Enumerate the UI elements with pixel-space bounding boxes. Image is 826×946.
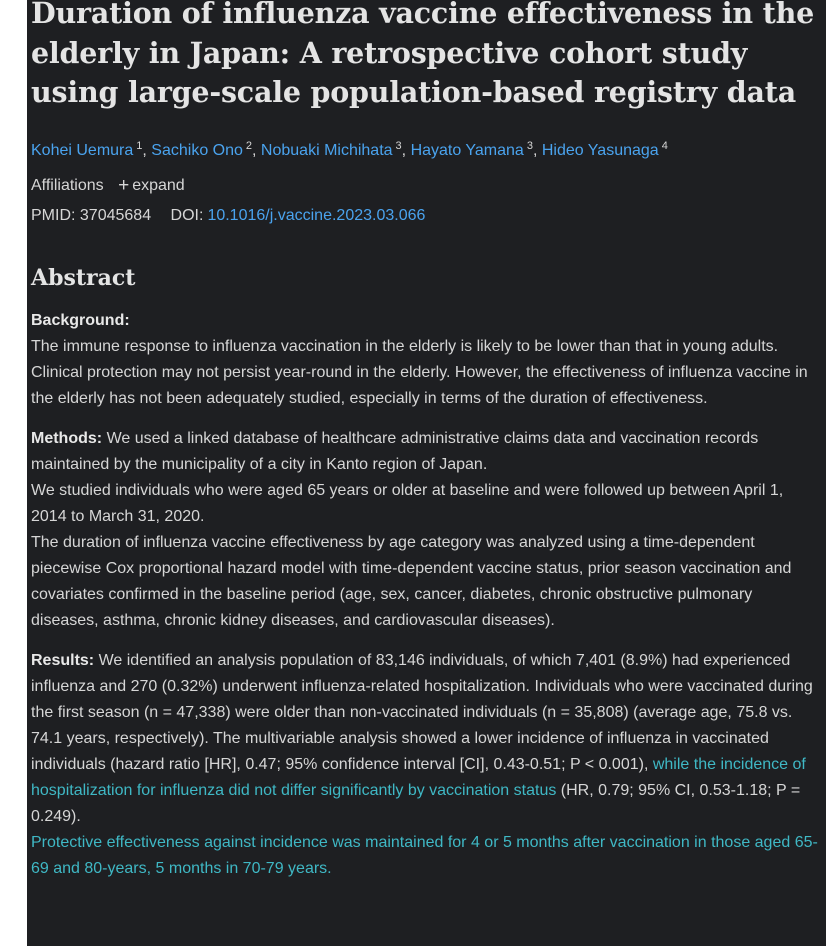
methods-label: Methods: xyxy=(31,430,103,447)
results-highlight: Protective effectiveness against incidence was maintained for 4 or 5 months after vaccination in those aged 65-69 and 80-years, 5 months in 70-79 years. xyxy=(31,834,818,877)
affiliations-label: Affiliations xyxy=(31,177,104,194)
article-page xyxy=(27,0,826,946)
author-link[interactable]: Nobuaki Michihata xyxy=(260,142,393,159)
methods-text: The duration of influenza vaccine effectiveness by age category was analyzed using a time-dependent piecewise Cox proportional hazard model with time-dependent vaccine status, prior season vaccination and covariates confirmed in the baseline period (age, sex, cancer, diabetes, chronic obstructive pulmonary diseases, asthma, chronic kidney diseases, and cardiovascular diseases). xyxy=(31,534,792,629)
author-separator: , xyxy=(532,142,542,159)
affiliation-number[interactable]: 2 xyxy=(245,140,253,152)
methods-text: We studied individuals who were aged 65 years or older at baseline and were followed up between April 1, 2014 to March 31, 2020. xyxy=(31,482,784,525)
affiliation-number[interactable]: 3 xyxy=(526,140,533,152)
expand-affiliations-button[interactable] xyxy=(118,177,185,194)
pmid-label: PMID: xyxy=(31,207,76,224)
article-title: Duration of influenza vaccine effectiveness in the elderly in Japan: A retrospective cohort study using large-scale population-based registry data xyxy=(31,0,815,109)
affiliations-row xyxy=(31,176,185,196)
doi-label: DOI: xyxy=(170,207,204,224)
abstract-heading: Abstract xyxy=(31,265,136,291)
identifiers-row xyxy=(31,206,425,226)
author-link[interactable]: Kohei Uemura xyxy=(31,142,134,159)
author-list xyxy=(31,135,668,162)
abstract-body xyxy=(31,308,823,882)
plus-icon: + xyxy=(118,175,130,196)
background-text: Clinical protection may not persist year-round in the elderly. However, the effectiveness of influenza vaccine in the elderly has not been adequately studied, especially in terms of the duration of effectiveness. xyxy=(31,364,808,407)
methods-text: We used a linked database of healthcare administrative claims data and vaccination records maintained by the municipality of a city in Kanto region of Japan. xyxy=(31,430,759,473)
results-highlight: while the incidence of hospitalization for influenza did not differ significantly by vaccination status xyxy=(31,756,806,799)
author-separator: , xyxy=(142,142,152,159)
author-separator: , xyxy=(401,142,411,159)
author-link[interactable]: Hayato Yamana xyxy=(410,142,524,159)
results-label: Results: xyxy=(31,652,95,669)
expand-label: expand xyxy=(132,177,185,194)
results-text: We identified an analysis population of 83,146 individuals, of which 7,401 (8.9%) had experienced influenza and 270 (0.32%) underwent influenza-related hospitalization. Individuals who were vaccinated during the first season (n = 47,338) were older than non-vaccinated individuals (n = 35,808) (average age, 75.8 vs. 74.1 years, respectively). The multivariable analysis showed a lower incidence of influenza in vaccinated individuals (hazard ratio [HR], 0.47; 95% confidence interval [CI], 0.43-0.51; P < 0.001), xyxy=(31,652,813,773)
affiliation-number[interactable]: 1 xyxy=(136,140,143,152)
results-section xyxy=(31,648,823,882)
author-link[interactable]: Hideo Yasunaga xyxy=(541,142,659,159)
background-text: The immune response to influenza vaccination in the elderly is likely to be lower than that in young adults. xyxy=(31,338,779,355)
author-separator: , xyxy=(252,142,261,159)
results-text: (HR, 0.79; 95% CI, 0.53-1.18; P = 0.249). xyxy=(31,782,801,825)
methods-section xyxy=(31,426,823,634)
pmid-value: 37045684 xyxy=(79,207,152,224)
doi-link[interactable]: 10.1016/j.vaccine.2023.03.066 xyxy=(207,207,426,224)
author-link[interactable]: Sachiko Ono xyxy=(151,142,243,159)
affiliation-number[interactable]: 3 xyxy=(395,140,402,152)
background-label: Background: xyxy=(31,312,130,329)
background-section xyxy=(31,308,823,412)
affiliation-number[interactable]: 4 xyxy=(661,140,668,152)
